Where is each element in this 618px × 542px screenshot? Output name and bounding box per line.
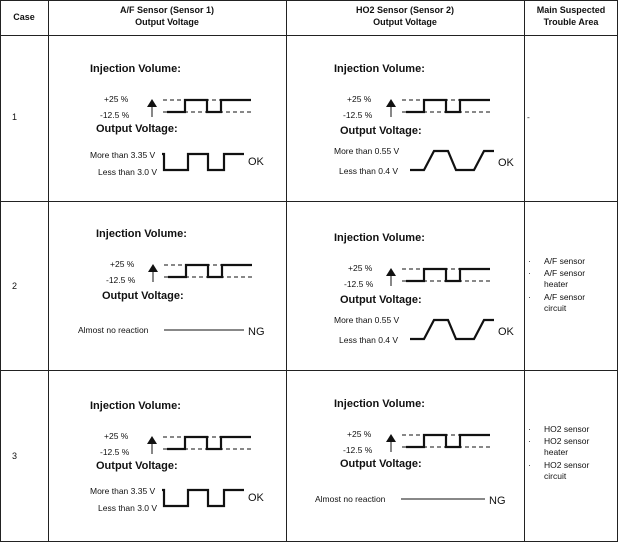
bullet: · xyxy=(528,268,531,278)
trouble-list xyxy=(528,256,585,313)
injection-volume-heading: Injection Volume: xyxy=(334,63,425,75)
trouble-item: A/F sensor xyxy=(544,268,586,278)
injection-volume-heading: Injection Volume: xyxy=(334,398,425,410)
ok-status: OK xyxy=(248,156,264,168)
header-ho2-line1: HO2 Sensor (Sensor 2) xyxy=(355,5,455,15)
output-voltage-heading: Output Voltage: xyxy=(340,294,422,306)
header-case: Case xyxy=(13,12,35,22)
lean-label: -12.5 % xyxy=(106,275,136,285)
bullet: · xyxy=(528,424,531,434)
high-voltage-label: More than 0.55 V xyxy=(334,315,400,325)
injection-waveform xyxy=(406,435,490,447)
trouble-item: A/F sensor xyxy=(544,292,586,302)
trouble-item: - xyxy=(527,112,530,122)
header-row xyxy=(13,5,605,27)
trouble-item: circuit xyxy=(544,303,567,313)
injection-volume-heading: Injection Volume: xyxy=(334,232,425,244)
injection-waveform xyxy=(406,269,490,281)
af-output-waveform xyxy=(162,154,244,170)
injection-waveform xyxy=(168,265,252,277)
arrow-head-icon xyxy=(147,99,157,107)
injection-waveform xyxy=(167,437,251,449)
lean-label: -12.5 % xyxy=(100,447,130,457)
low-voltage-label: Less than 3.0 V xyxy=(98,503,158,513)
output-voltage-heading: Output Voltage: xyxy=(96,460,178,472)
trouble-item: circuit xyxy=(544,471,567,481)
trouble-item: HO2 sensor xyxy=(544,460,590,470)
header-af-line1: A/F Sensor (Sensor 1) xyxy=(119,5,215,15)
header-ho2-line2: Output Voltage xyxy=(373,17,437,27)
af-output-waveform xyxy=(162,490,244,506)
trouble-list xyxy=(528,424,590,481)
rich-label: +25 % xyxy=(104,431,129,441)
bullet: · xyxy=(528,292,531,302)
header-trouble-line2: Trouble Area xyxy=(543,17,599,27)
trouble-item: A/F sensor xyxy=(544,256,586,266)
ng-status: NG xyxy=(248,326,265,338)
injection-volume-heading: Injection Volume: xyxy=(96,228,187,240)
injection-waveform xyxy=(406,100,490,112)
rich-label: +25 % xyxy=(110,259,135,269)
ok-status: OK xyxy=(498,326,514,338)
arrow-head-icon xyxy=(386,99,396,107)
output-voltage-heading: Output Voltage: xyxy=(102,290,184,302)
trouble-item: heater xyxy=(544,279,569,289)
rich-label: +25 % xyxy=(347,429,372,439)
waveform-diagrams xyxy=(78,63,515,513)
header-af-line2: Output Voltage xyxy=(135,17,199,27)
lean-label: -12.5 % xyxy=(100,110,130,120)
output-voltage-heading: Output Voltage: xyxy=(340,125,422,137)
arrow-head-icon xyxy=(386,434,396,442)
injection-volume-heading: Injection Volume: xyxy=(90,400,181,412)
bullet: · xyxy=(528,256,531,266)
ok-status: OK xyxy=(498,157,514,169)
output-voltage-heading: Output Voltage: xyxy=(96,123,178,135)
rich-label: +25 % xyxy=(347,94,372,104)
header-trouble-line1: Main Suspected xyxy=(536,5,606,15)
trouble-item: HO2 sensor xyxy=(544,424,590,434)
arrow-head-icon xyxy=(148,264,158,272)
low-voltage-label: Less than 3.0 V xyxy=(98,167,158,177)
injection-volume-heading: Injection Volume: xyxy=(90,63,181,75)
lean-label: -12.5 % xyxy=(343,110,373,120)
ho2-output-waveform xyxy=(410,151,494,170)
low-voltage-label: Less than 0.4 V xyxy=(339,166,399,176)
high-voltage-label: More than 3.35 V xyxy=(90,486,156,496)
lean-label: -12.5 % xyxy=(344,279,374,289)
ng-status: NG xyxy=(489,495,506,507)
case-number: 2 xyxy=(12,281,18,291)
low-voltage-label: Less than 0.4 V xyxy=(339,335,399,345)
injection-waveform xyxy=(167,100,251,112)
no-reaction-label: Almost no reaction xyxy=(315,494,386,504)
bullet: · xyxy=(528,460,531,470)
rich-label: +25 % xyxy=(348,263,373,273)
table-grid xyxy=(1,1,618,542)
high-voltage-label: More than 3.35 V xyxy=(90,150,156,160)
ho2-output-waveform xyxy=(410,320,494,339)
arrow-head-icon xyxy=(147,436,157,444)
lean-label: -12.5 % xyxy=(343,445,373,455)
trouble-item: heater xyxy=(544,447,569,457)
high-voltage-label: More than 0.55 V xyxy=(334,146,400,156)
rich-label: +25 % xyxy=(104,94,129,104)
ok-status: OK xyxy=(248,492,264,504)
bullet: · xyxy=(528,436,531,446)
no-reaction-label: Almost no reaction xyxy=(78,325,149,335)
arrow-head-icon xyxy=(386,268,396,276)
case-number: 1 xyxy=(12,112,18,122)
trouble-item: HO2 sensor xyxy=(544,436,590,446)
output-voltage-heading: Output Voltage: xyxy=(340,458,422,470)
case-number: 3 xyxy=(12,451,18,461)
